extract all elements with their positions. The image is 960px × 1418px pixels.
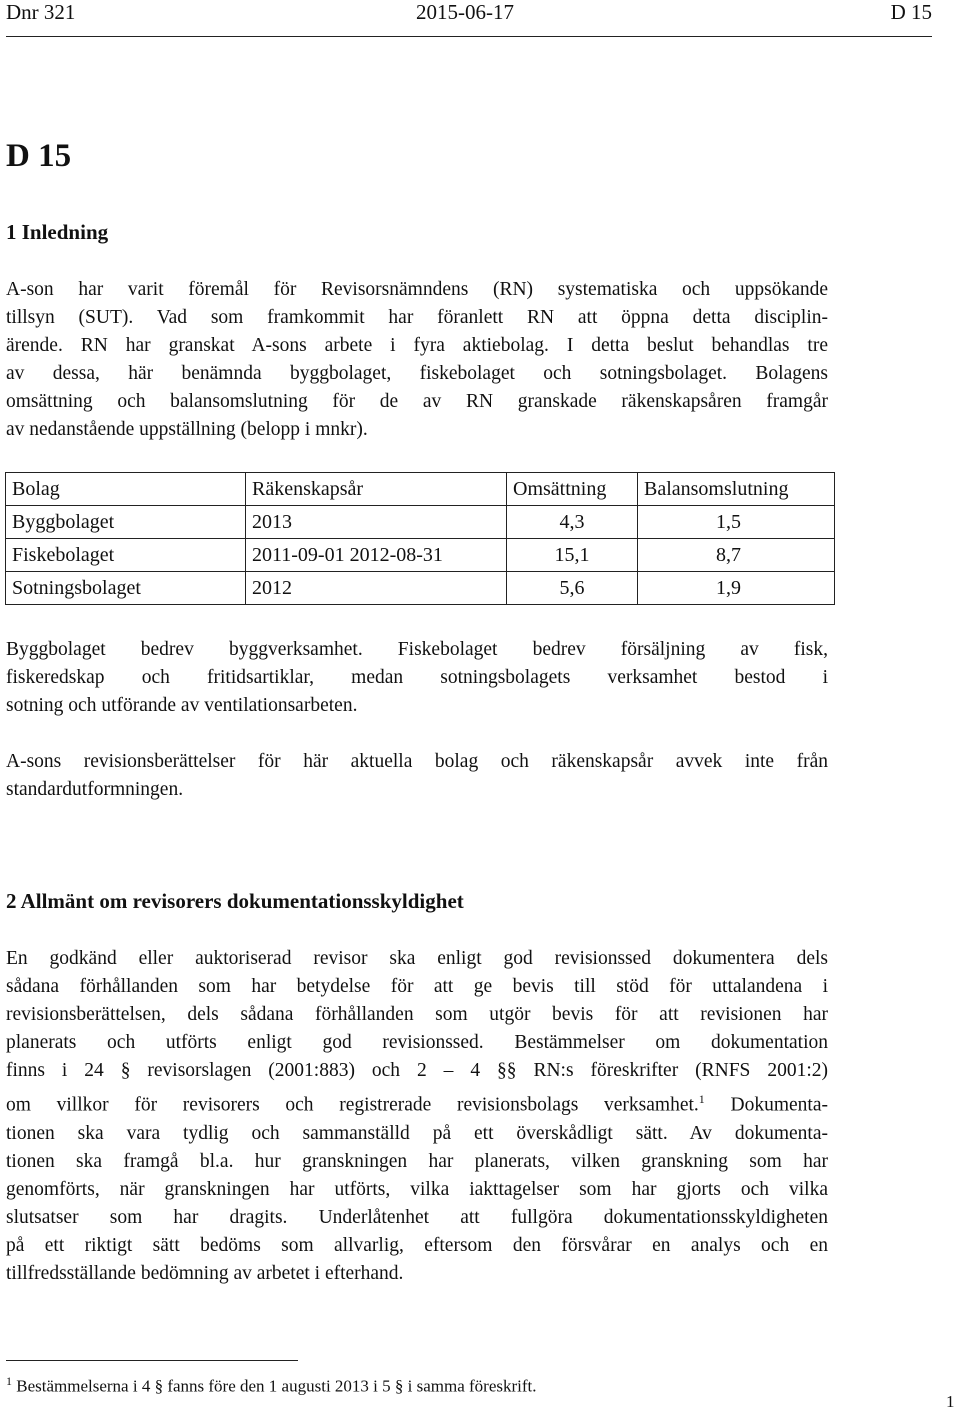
text-line: genomförts, när granskningen har utförts, vilka iakttagelser som har gjorts och vilka xyxy=(6,1178,828,1200)
text-line: sådana förhållanden som har betydelse för att ge bevis till stöd för uttalandena i xyxy=(6,976,828,997)
text-segment: om villkor för revisorers och registrerade revisionsbolags verksamhet. xyxy=(6,1094,699,1116)
company-table xyxy=(5,472,835,605)
text-line: ärende. RN har granskat A-sons arbete i fyra aktiebolag. I detta beslut behandlas tre xyxy=(6,335,828,356)
table-cell: 2011-09-01 2012-08-31 xyxy=(246,539,507,572)
table-cell: 1,9 xyxy=(638,572,835,605)
intro-paragraph xyxy=(6,276,828,444)
text-line: tillsyn (SUT). Vad som framkommit har föranlett RN att öppna detta disciplin- xyxy=(6,307,828,328)
table-row xyxy=(6,539,835,572)
text-line: standardutformningen. xyxy=(6,779,184,800)
table-row xyxy=(6,572,835,605)
table-header-row xyxy=(6,473,835,506)
text-line: tionen ska vara tydlig och sammanställd på ett överskådligt sätt. Av dokumenta- xyxy=(6,1122,828,1144)
text-line: finns i 24 § revisorslagen (2001:883) och 2 – 4 §§ RN:s föreskrifter (RNFS 2001:2) xyxy=(6,1060,828,1081)
table-cell: Byggbolaget xyxy=(6,506,246,539)
text-line: planerats och utförts enligt god revisionssed. Bestämmelser om dokumentation xyxy=(6,1032,828,1053)
table-cell: 2012 xyxy=(246,572,507,605)
section-2-heading: 2 Allmänt om revisorers dokumentationsskyldighet xyxy=(6,889,464,913)
table-header-cell: Bolag xyxy=(6,473,246,506)
text-line: av dessa, här benämnda byggbolaget, fiskebolaget och sotningsbolaget. Bolagens xyxy=(6,363,828,384)
text-line: tionen ska framgå bl.a. hur granskningen har planerats, vilken granskning som har xyxy=(6,1150,828,1172)
footnote-separator xyxy=(6,1360,298,1361)
footnote-reference[interactable]: 1 xyxy=(698,1092,705,1106)
page-header xyxy=(6,0,932,37)
text-line: av nedanstående uppställning (belopp i mnkr). xyxy=(6,419,368,440)
header-code: D 15 xyxy=(890,0,932,24)
header-date: 2015-06-17 xyxy=(416,0,514,24)
table-row xyxy=(6,506,835,539)
audit-report-paragraph xyxy=(6,748,828,804)
text-line: fiskeredskap och fritidsartiklar, medan sotningsbolagets verksamhet bestod i xyxy=(6,667,828,688)
footnote-number: 1 xyxy=(6,1374,12,1388)
table-header-cell: Balansomslutning xyxy=(638,473,835,506)
table-cell: 5,6 xyxy=(507,572,638,605)
table-cell: 4,3 xyxy=(507,506,638,539)
header-dnr: Dnr 321 xyxy=(6,0,76,24)
text-line: tillfredsställande bedömning av arbetet i efterhand. xyxy=(6,1262,404,1284)
text-line: Byggbolaget bedrev byggverksamhet. Fiskebolaget bedrev försäljning av fisk, xyxy=(6,639,828,660)
text-line: sotning och utförande av ventilationsarbeten. xyxy=(6,695,358,716)
table-cell: 1,5 xyxy=(638,506,835,539)
table-cell: 15,1 xyxy=(507,539,638,572)
text-line: A-sons revisionsberättelser för här aktuella bolag och räkenskapsår avvek inte från xyxy=(6,751,828,772)
footnote-text: Bestämmelserna i 4 § fanns före den 1 augusti 2013 i 5 § i samma föreskrift. xyxy=(12,1376,537,1396)
text-line: på ett riktigt sätt bedöms som allvarlig, eftersom den försvårar en analys och en xyxy=(6,1234,828,1256)
text-line: omsättning och balansomslutning för de av RN granskade räkenskapsåren framgår xyxy=(6,391,828,412)
table-cell: 8,7 xyxy=(638,539,835,572)
business-paragraph xyxy=(6,636,828,720)
text-line: slutsatser som har dragits. Underlåtenhet att fullgöra dokumentationsskyldigheten xyxy=(6,1206,828,1228)
text-line: A-son har varit föremål för Revisorsnämndens (RN) systematiska och uppsökande xyxy=(6,279,828,300)
text-line: revisionsberättelsen, dels sådana förhållanden som utgör bevis för att revisionen har xyxy=(6,1004,828,1025)
page-number: 1 xyxy=(946,1392,955,1411)
document-title: D 15 xyxy=(6,138,72,174)
text-segment: Dokumenta- xyxy=(704,1094,828,1116)
documentation-paragraph xyxy=(6,945,828,1288)
table-cell: 2013 xyxy=(246,506,507,539)
table-cell: Sotningsbolaget xyxy=(6,572,246,605)
text-line xyxy=(6,1085,828,1120)
footnote xyxy=(6,1374,537,1397)
table-cell: Fiskebolaget xyxy=(6,539,246,572)
table-header-cell: Omsättning xyxy=(507,473,638,506)
table-header-cell: Räkenskapsår xyxy=(246,473,507,506)
section-1-heading: 1 Inledning xyxy=(6,220,109,244)
text-line: En godkänd eller auktoriserad revisor ska enligt god revisionssed dokumentera dels xyxy=(6,948,828,969)
